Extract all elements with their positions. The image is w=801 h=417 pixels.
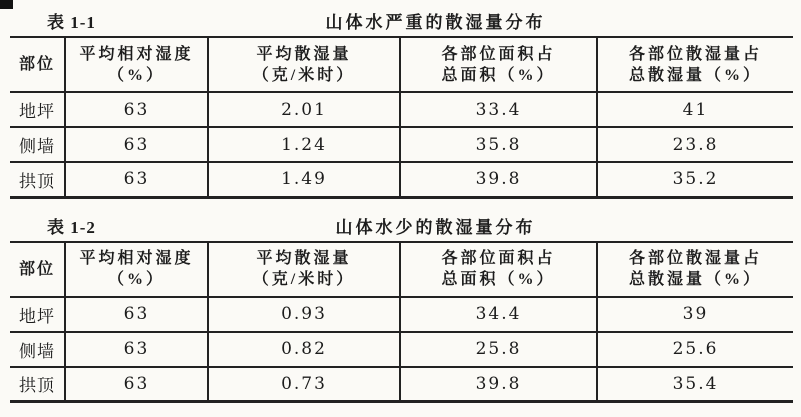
- table-1-2-caption: 表 1-2: [47, 217, 96, 237]
- cell-part: 拱顶: [19, 376, 55, 396]
- col-header-part: 部位: [18, 260, 55, 278]
- cell-area-share: 25.8: [400, 332, 597, 367]
- cell-part: 地坪: [19, 306, 55, 326]
- table-1-1-title: 山体水严重的散湿量分布: [325, 13, 546, 32]
- cell-moisture-rate: 1.49: [208, 162, 400, 197]
- header-row: [10, 37, 793, 92]
- cell-part: 地坪: [19, 102, 55, 121]
- cell-moisture-share: 23.8: [597, 127, 793, 162]
- table-1-2-caption-row: [10, 213, 793, 235]
- col-header-area-share: 各部位面积占 总面积（%）: [400, 242, 597, 297]
- table-row: [10, 297, 793, 332]
- cell-moisture-rate: 0.73: [208, 367, 400, 402]
- cell-part: 侧墙: [19, 137, 55, 156]
- cell-moisture-rate: 1.24: [208, 127, 400, 162]
- cell-moisture-rate: 2.01: [208, 92, 400, 127]
- col-header-moisture-rate: 平均散湿量 （克/米时）: [208, 242, 400, 297]
- cell-humidity: 63: [65, 162, 208, 197]
- cell-humidity: 63: [65, 332, 208, 367]
- table-1-1-caption-row: [10, 8, 793, 30]
- col-header-moisture-share: 各部位散湿量占 总散湿量（%）: [597, 37, 793, 92]
- col-header-part: 部位: [18, 56, 55, 73]
- table-1-2-title: 山体水少的散湿量分布: [335, 217, 536, 237]
- cell-moisture-share: 39: [597, 297, 793, 332]
- table-row: [10, 367, 793, 402]
- table-row: [10, 332, 793, 367]
- table-row: [10, 162, 793, 197]
- col-header-moisture-rate: 平均散湿量 （克/米时）: [208, 37, 400, 92]
- cell-moisture-share: 35.4: [597, 367, 793, 402]
- table-1-2-header: [10, 242, 793, 297]
- table-1-1-caption: 表 1-1: [47, 13, 96, 32]
- cell-area-share: 39.8: [400, 367, 597, 402]
- cell-moisture-rate: 0.82: [208, 332, 400, 367]
- cell-area-share: 39.8: [400, 162, 597, 197]
- cell-area-share: 34.4: [400, 297, 597, 332]
- cell-part: 侧墙: [19, 341, 55, 361]
- table-row: [10, 127, 793, 162]
- cell-humidity: 63: [65, 367, 208, 402]
- cell-area-share: 35.8: [400, 127, 597, 162]
- cell-part: 拱顶: [19, 171, 55, 191]
- cell-area-share: 33.4: [400, 92, 597, 127]
- table-1-1-header: [10, 37, 793, 92]
- table-row: [10, 92, 793, 127]
- header-row: [10, 242, 793, 297]
- cell-humidity: 63: [65, 297, 208, 332]
- table-low-water-moisture: [10, 241, 793, 404]
- col-header-moisture-share: 各部位散湿量占 总散湿量（%）: [597, 242, 793, 297]
- cell-moisture-share: 41: [597, 92, 793, 127]
- table-1-1-section: [10, 8, 793, 199]
- cell-humidity: 63: [65, 92, 208, 127]
- table-severe-water-moisture: [10, 36, 793, 199]
- cell-humidity: 63: [65, 127, 208, 162]
- cell-moisture-share: 35.2: [597, 162, 793, 197]
- table-1-2-section: [10, 213, 793, 404]
- col-header-area-share: 各部位面积占 总面积（%）: [400, 37, 597, 92]
- cell-moisture-rate: 0.93: [208, 297, 400, 332]
- cell-moisture-share: 25.6: [597, 332, 793, 367]
- col-header-humidity: 平均相对湿度 （%）: [65, 242, 208, 297]
- col-header-humidity: 平均相对湿度 （%）: [65, 37, 208, 92]
